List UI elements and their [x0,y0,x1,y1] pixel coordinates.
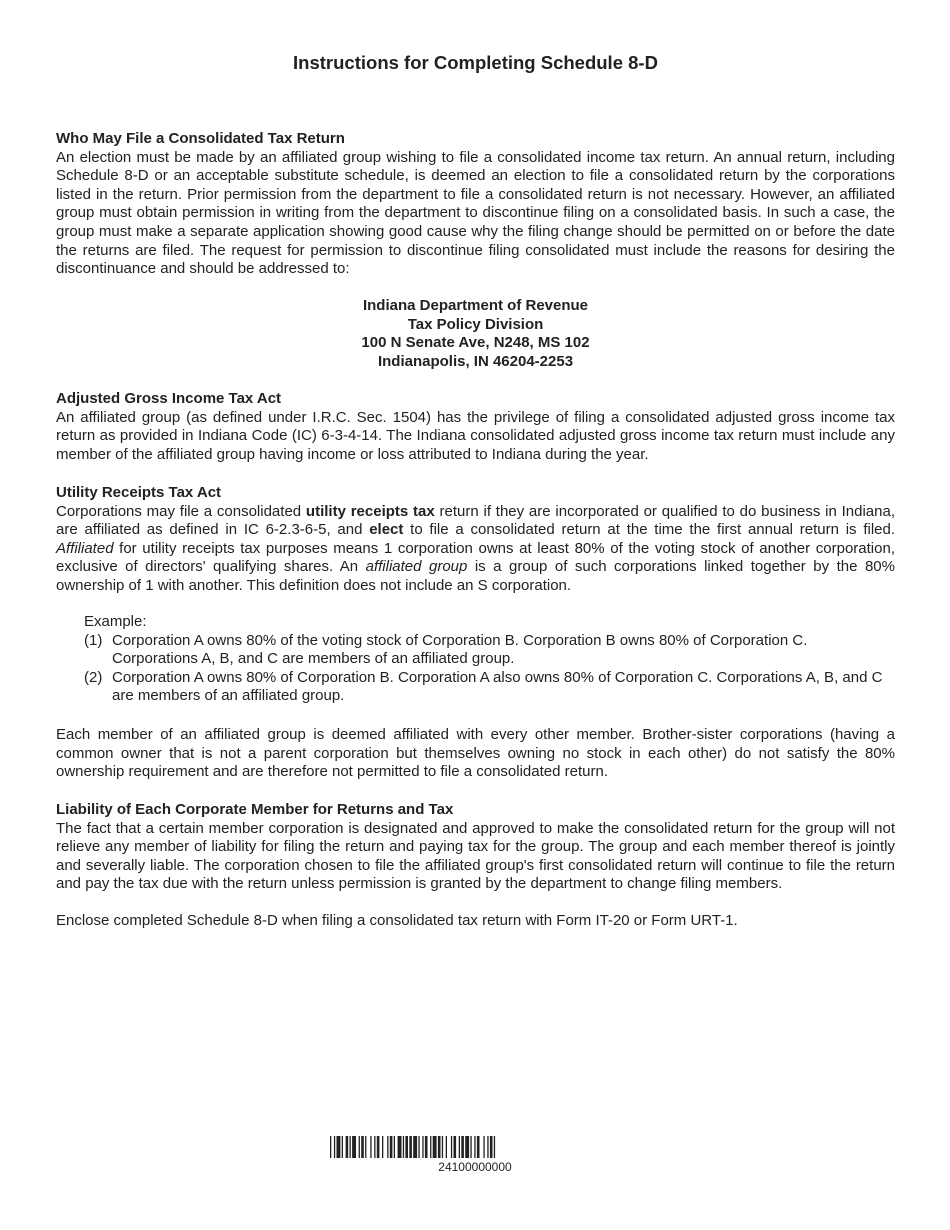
address-line-2: Tax Policy Division [407,315,544,333]
section-liability [56,801,895,894]
barcode-bar [490,1136,493,1158]
barcode-bar [330,1136,331,1158]
mailing-address [56,297,895,371]
barcode-bar [430,1136,431,1158]
barcode-bar [425,1136,428,1158]
barcode-bar [474,1136,475,1158]
section-adjusted-gross [56,390,895,464]
barcode-bar [337,1136,341,1158]
barcode-number: 24100000000 [438,1160,512,1174]
barcode-bar [470,1136,471,1158]
barcode-bar [352,1136,356,1158]
section-heading: Who May File a Consolidated Tax Return [56,130,345,147]
barcode-bar [422,1136,423,1158]
section-utility-receipts [56,484,895,596]
section-who-may-file [56,130,895,279]
barcode-bar [361,1136,364,1158]
section-body: An election must be made by an affiliated group wishing to file a consolidated income tax return. An annual return, including Schedule 8-D or an acceptable substitute schedule, is deemed an election to file a consolidated return by the corporations listed in the return. Prior permission from the department to file a consolidated return is not necessary. However, an affiliated group must obtain permission in writing from the department to discontinue filing on a consolidated basis. In such a case, the group must make a separate application showing good cause why the filing change should be permitted on or before the date the returns are filed. The request for permission to discontinue filing consolidated must include the reasons for desiring the discontinuance and should be addressed to: [56,148,895,278]
section-heading: Adjusted Gross Income Tax Act [56,390,282,407]
enclose-note: Enclose completed Schedule 8-D when filing a consolidated tax return with Form IT-20 or Form URT-1. [56,912,738,929]
page-title: Instructions for Completing Schedule 8-D [293,52,658,73]
barcode-bar [387,1136,388,1158]
barcode-bar [350,1136,351,1158]
address-line-3: 100 N Senate Ave, N248, MS 102 [361,334,590,352]
text-run: to file a consolidated return at the time the first annual return is filed. [403,521,895,539]
text-run: for utility receipts tax purposes means 1 corporation owns at least 80% of the voting stock of another corporation, exclusive of directors' qualifying shares. An [56,539,895,576]
section-heading: Utility Receipts Tax Act [56,484,222,501]
list-text: Corporation A owns 80% of Corporation B. Corporation A also owns 80% of Corporation C. Corporations A, B, and C are members of an affiliated group. [112,668,883,705]
barcode-bar [403,1136,404,1158]
barcode-bars [330,1136,620,1158]
barcode-bar [446,1136,447,1158]
section-enclose [56,912,895,931]
section-body: The fact that a certain member corporation is designated and approved to make the consolidated return for the group will not relieve any member of liability for filing the return and paying tax for the group. The group and each member thereof is jointly and severally liable. The corporation chosen to file the affiliated group's first consolidated return will continue to file the return and pay the tax due with the return unless permission is granted by the department to change filing members. [56,819,895,893]
text-run: return if they are incorporated or qualified to do business in Indiana, are affiliated as defined in IC 6-2.3-6-5, and [56,502,895,539]
address-line-1: Indiana Department of Revenue [362,297,589,314]
barcode-bar [370,1136,371,1158]
barcode-bar [442,1136,443,1158]
barcode-bar [483,1136,484,1158]
barcode-bar [418,1136,419,1158]
example-label: Example: [84,613,147,630]
list-item [84,669,895,706]
barcode-bar [382,1136,383,1158]
section-affiliation [56,726,895,782]
bold-term: utility receipts tax [305,502,435,520]
barcode-bar [374,1136,375,1158]
list-number: (1) [84,631,103,649]
text-run: is a group of such corporations linked together by the 80% ownership of 1 with another. This definition does not include an S corporation. [56,558,895,594]
barcode-bar [487,1136,488,1158]
barcode-bar [398,1136,402,1158]
list-number: (2) [84,668,103,686]
barcode-bar [405,1136,408,1158]
section-body: An affiliated group (as defined under I.R.C. Sec. 1504) has the privilege of filing a consolidated adjusted gross income tax return as provided in Indiana Code (IC) 6-3-4-14. The Indiana consolidated adjusted gross income tax return must include any member of the affiliated group having income or loss attributed to Indiana during the year. [56,408,895,463]
barcode-bar [454,1136,457,1158]
list-item [84,632,895,669]
section-heading: Liability of Each Corporate Member for Returns and Tax [56,801,454,818]
barcode-bar [461,1136,464,1158]
barcode-bar [413,1136,417,1158]
barcode [330,1136,620,1174]
italic-term: affiliated group [365,558,468,576]
barcode-bar [342,1136,343,1158]
barcode-bar [451,1136,452,1158]
barcode-bar [346,1136,349,1158]
barcode-bar [334,1136,335,1158]
address-line-4: Indianapolis, IN 46204-2253 [377,352,574,370]
example-block [84,613,895,706]
barcode-bar [433,1136,437,1158]
barcode-bar [494,1136,495,1158]
barcode-bar [465,1136,469,1158]
barcode-bar [365,1136,366,1158]
barcode-bar [477,1136,480,1158]
barcode-bar [377,1136,380,1158]
section-body [56,503,895,596]
section-body: Each member of an affiliated group is deemed affiliated with every other member. Brother-sister corporations (having a common owner that is not a parent corporation but themselves owning no stock in each other) do not satisfy the 80% ownership requirement and are therefore not permitted to file a consolidated return. [56,726,895,781]
barcode-bar [409,1136,412,1158]
italic-term: Affiliated [56,539,114,557]
barcode-bar [459,1136,460,1158]
barcode-bar [394,1136,395,1158]
list-text: Corporation A owns 80% of the voting stock of Corporation B. Corporation B owns 80% of Corporation C. Corporations A, B, and C are members of an affiliated group. [112,631,808,668]
barcode-bar [359,1136,360,1158]
text-run: Corporations may file a consolidated [56,502,306,520]
barcode-bar [438,1136,441,1158]
bold-term: elect [369,521,404,539]
barcode-bar [390,1136,393,1158]
